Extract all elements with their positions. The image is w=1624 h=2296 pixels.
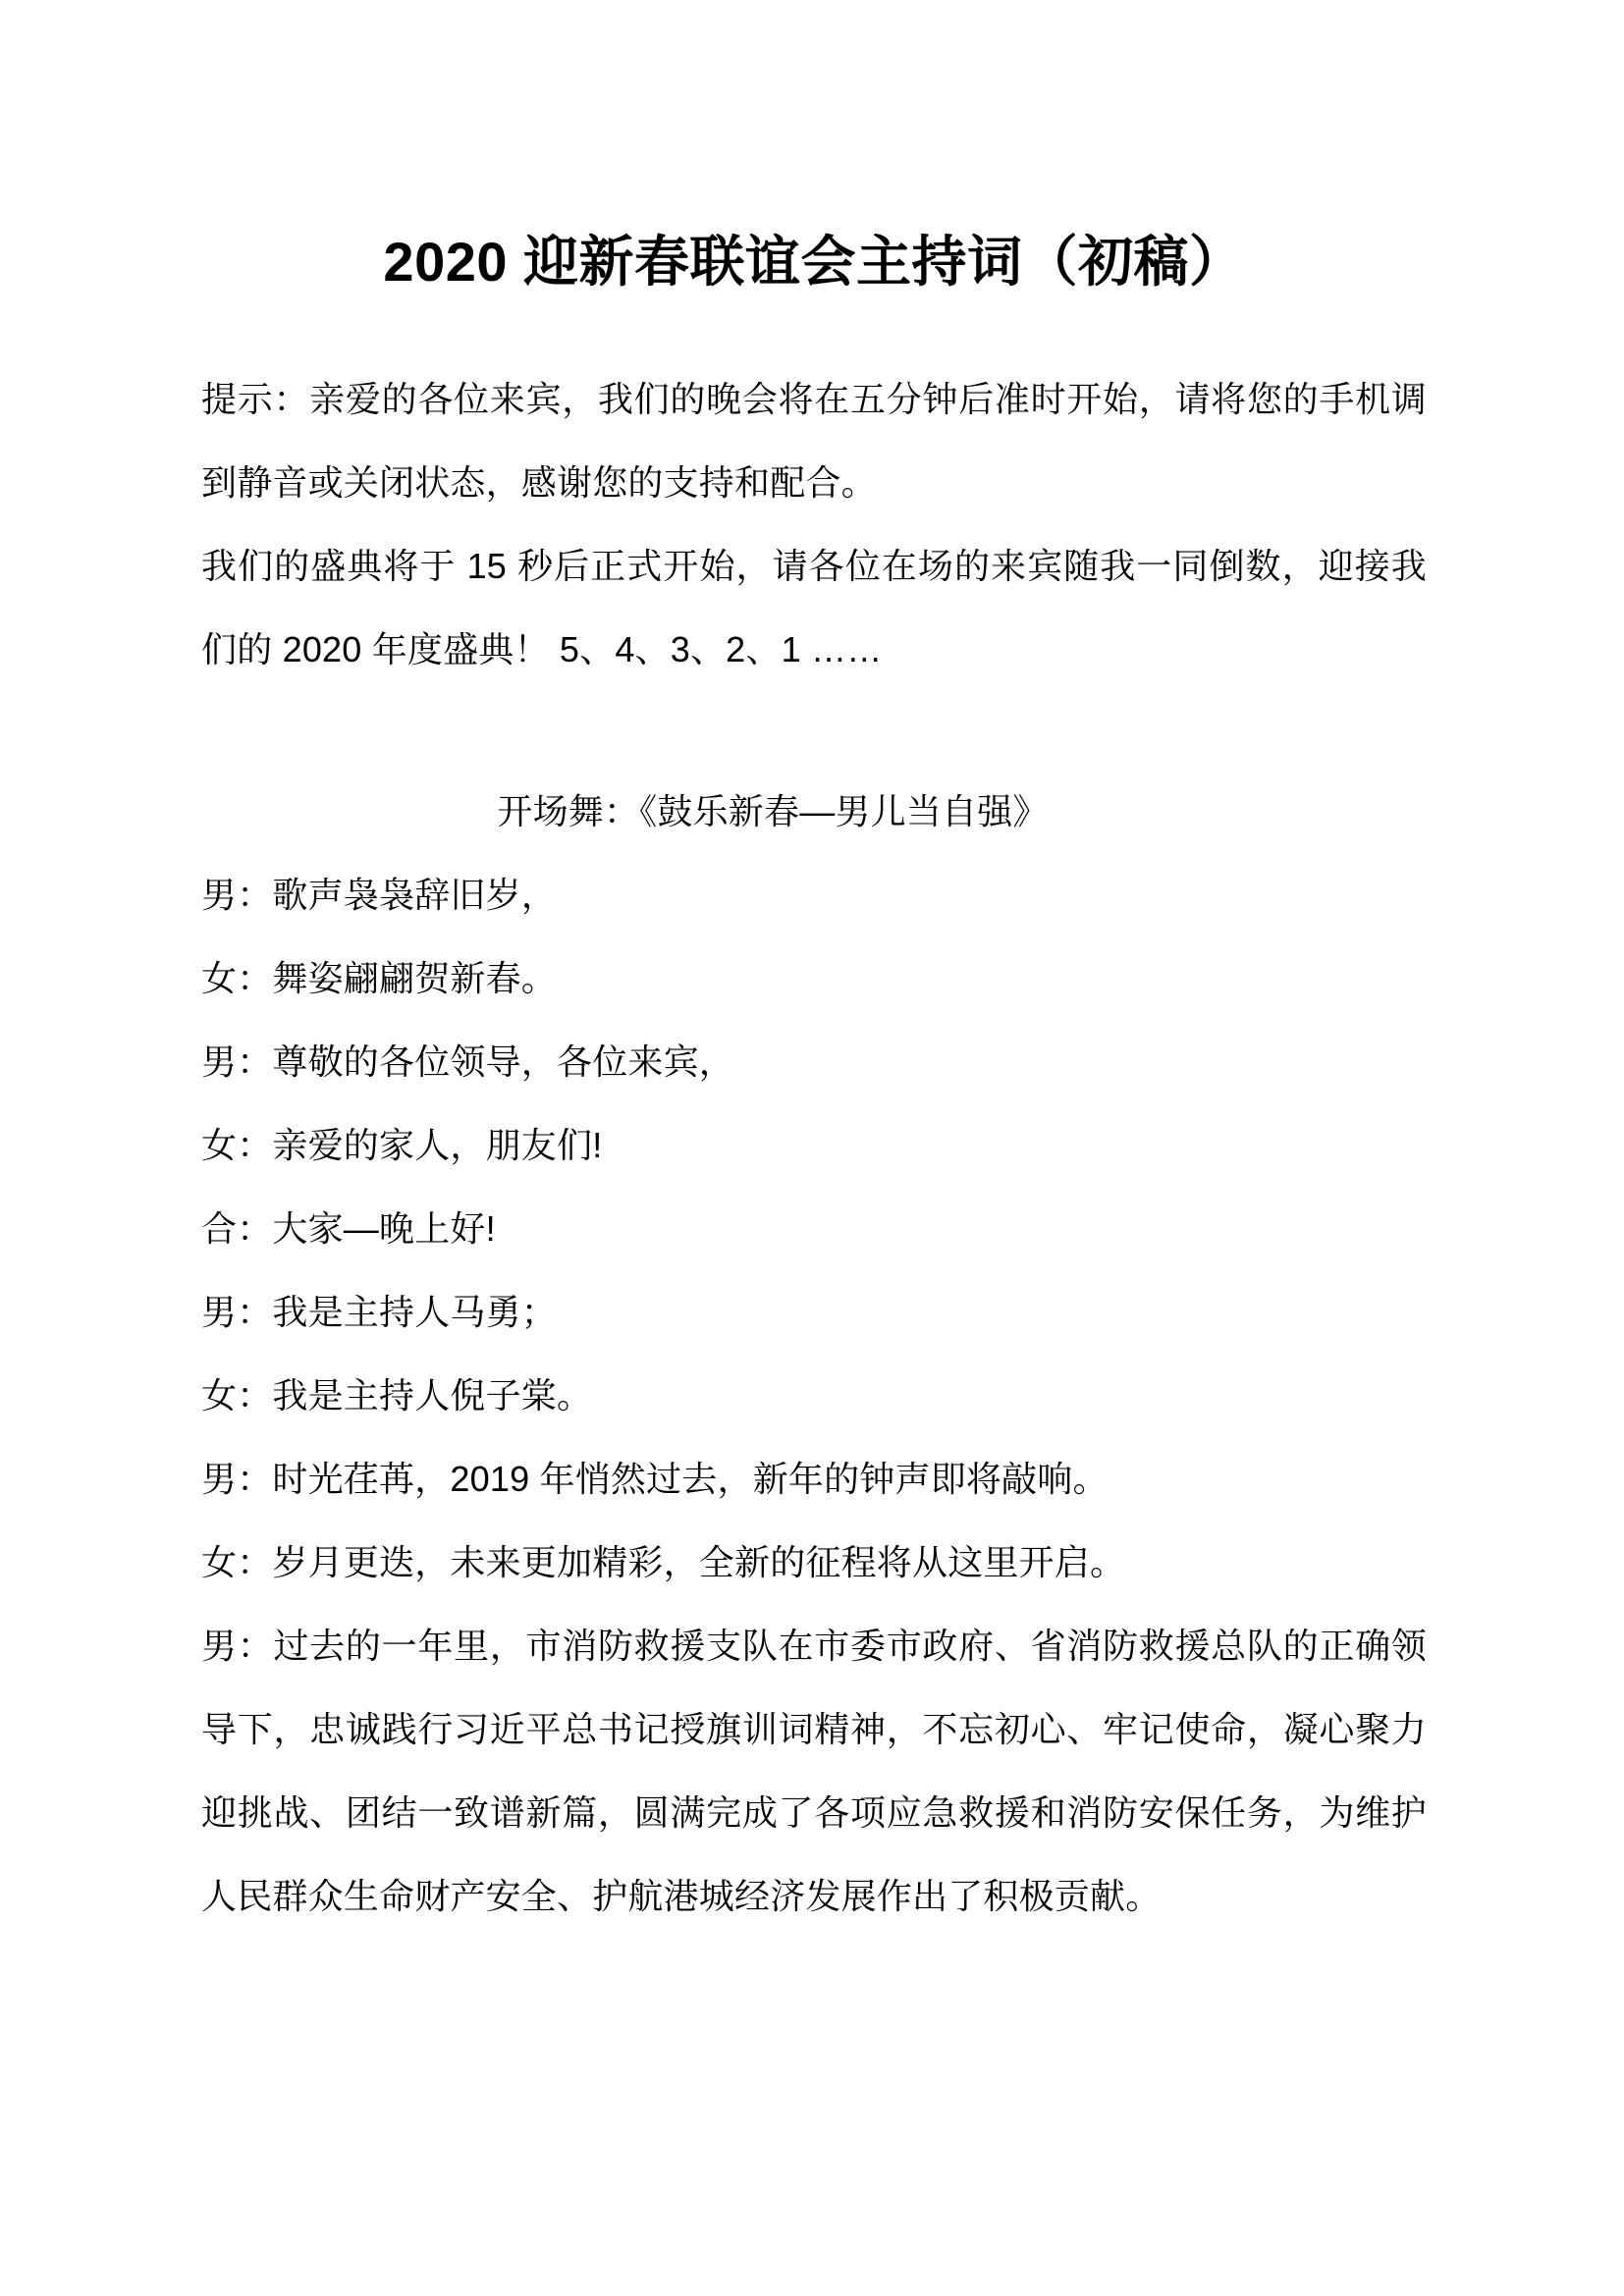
title-spacer xyxy=(201,296,1427,357)
dialogue-line: 合：大家—晚上好! xyxy=(201,1208,496,1249)
program-heading: 开场舞：《鼓乐新春—男儿当自强》 xyxy=(497,791,1049,831)
closing-paragraph: 男：过去的一年里，市消防救援支队在市委市政府、省消防救援总队的正确领导下，忠诚践行习近平总书记授旗训词精神，不忘初心、牢记使命，凝心聚力迎挑战、团结一致谱新篇，圆满完成了各项应急救援和消防安保任务，为维护人民群众生命财产安全、护航港城经济发展作出了积极贡献。 xyxy=(201,1626,1427,1916)
notice-paragraph-1: 提示：亲爱的各位来宾，我们的晚会将在五分钟后准时开始，请将您的手机调到静音或关闭状态，感谢您的支持和配合。 xyxy=(201,379,1427,503)
dialogue-line: 女：我是主持人倪子棠。 xyxy=(201,1375,593,1415)
dialogue-line: 男：我是主持人马勇； xyxy=(201,1292,558,1332)
dialogue-line: 男：歌声袅袅辞旧岁， xyxy=(201,875,558,915)
dialogue-line: 男：时光荏苒，2019 年悄然过去，新年的钟声即将敲响。 xyxy=(201,1459,1109,1499)
dialogue-line: 男：尊敬的各位领导，各位来宾， xyxy=(201,1041,735,1082)
dialogue-line: 女：岁月更迭，未来更加精彩，全新的征程将从这里开启。 xyxy=(201,1542,1126,1582)
dialogue-line: 女：亲爱的家人，朋友们! xyxy=(201,1125,603,1165)
notice-paragraph-2: 我们的盛典将于 15 秒后正式开始，请各位在场的来宾随我一同倒数，迎接我们的 2020 年度盛典！ 5、4、3、2、1 …… xyxy=(201,546,1427,669)
document-body xyxy=(201,0,1427,1938)
page-title: 2020 迎新春联谊会主持词（初稿） xyxy=(383,231,1245,293)
dialogue-line: 女：舞姿翩翩贺新春。 xyxy=(201,958,558,998)
section-spacer xyxy=(201,691,1427,770)
